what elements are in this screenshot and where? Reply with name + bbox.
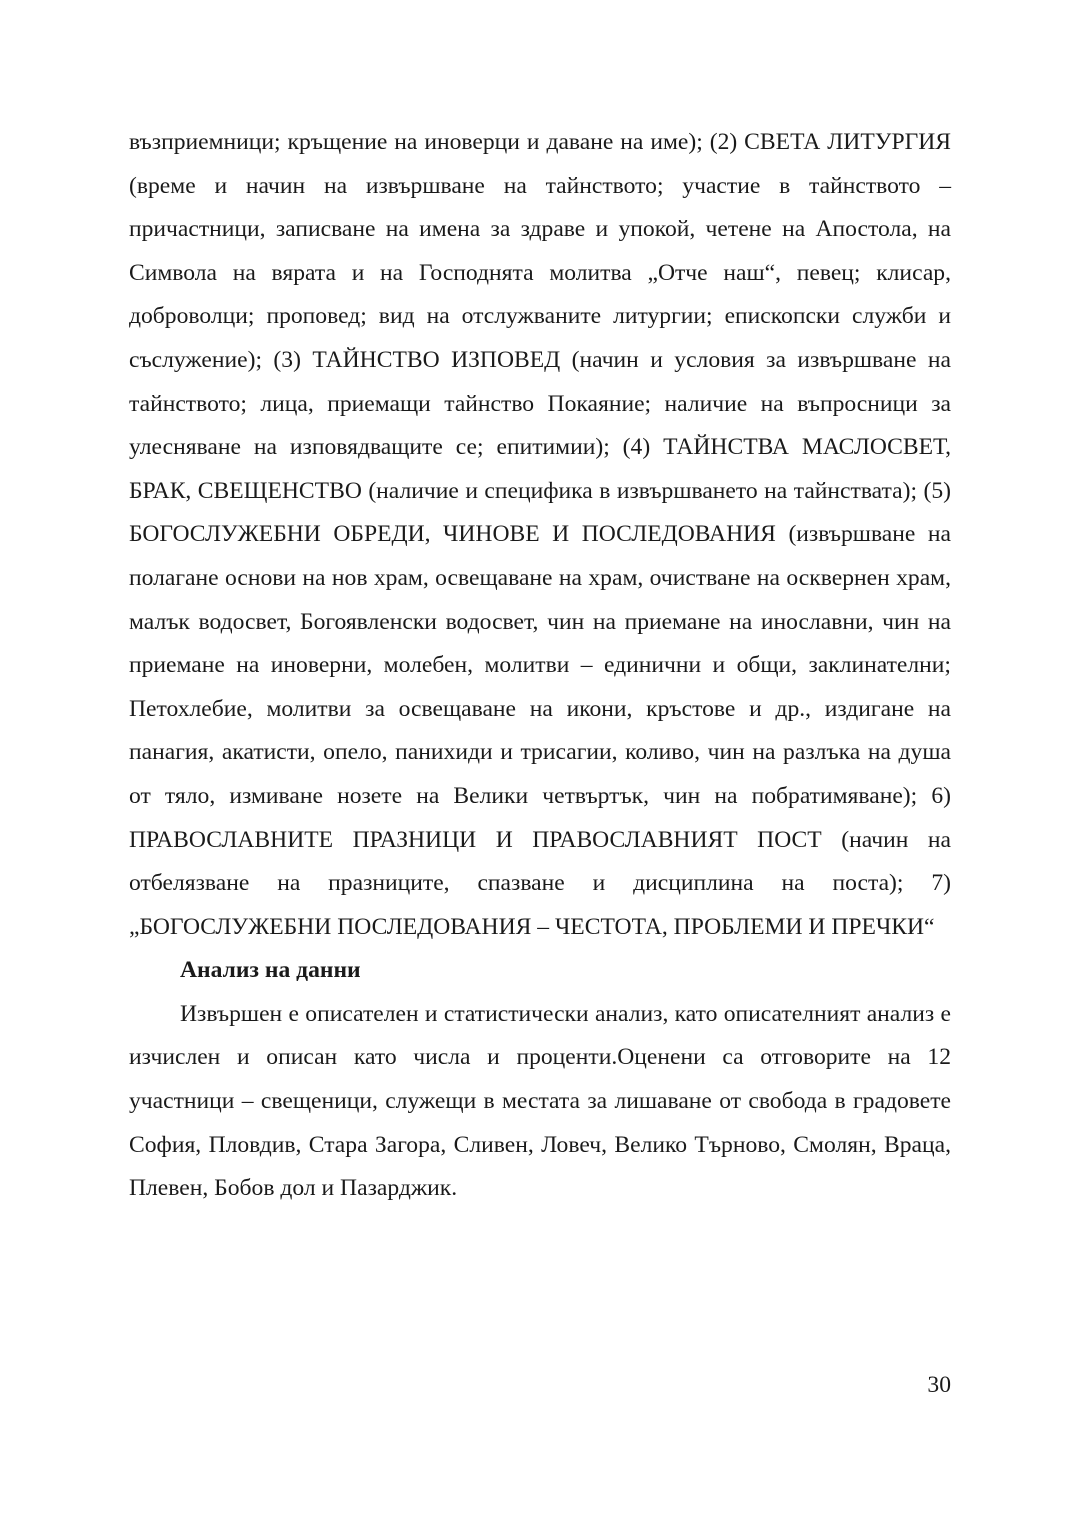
page-number: 30 bbox=[927, 1372, 951, 1398]
paragraph-data-analysis: Извършен е описателен и статистически анализ, като описателният анализ е изчислен и описан като числа и проценти.Оценени са отговорите на 12 участници – свещеници, служещи в местата за лишаване от свобода в градовете София, Пловдив, Стара Загора, Сливен, Ловеч, Велико Търново, Смолян, Враца, Плевен, Бобов дол и Пазарджик. bbox=[129, 1000, 951, 1202]
section-heading: Анализ на данни bbox=[180, 957, 361, 984]
paragraph-questionnaire-sections: възприемници; кръщение на иноверци и даване на име); (2) СВЕТА ЛИТУРГИЯ (време и начин на извършване на тайнството; участие в тайнството – причастници, записване на имена за здраве и упокой, четене на Апостола, на Символа на вярата и на Господнята молитва „Отче наш“, певец; клисар, доброволци; проповед; вид на отслужваните литургии; епископски служби и съслужение); (3) ТАЙНСТВО ИЗПОВЕД (начин и условия за извършване на тайнството; лица, приемащи тайнство Покаяние; наличие на въпросници за улесняване на изповядващите се; епитимии); (4) ТАЙНСТВА МАСЛОСВЕТ, БРАК, СВЕЩЕНСТВО (наличие и специфика в извършването на тайнствата); (5) БОГОСЛУЖЕБНИ ОБРЕДИ, ЧИНОВЕ И ПОСЛЕДОВАНИЯ (извършване на полагане основи на нов храм, освещаване на храм, очистване на осквернен храм, малък водосвет, Богоявленски водосвет, чин на приемане на инославни, чин на приемане на иноверни, молебен, молитви – единични и общи, заклинателни; Петохлебие, молитви за освещаване на икони, кръстове и др., издигане на панагия, акатисти, опело, панихиди и трисагии, коливо, чин на разлъка на душа от тяло, измиване нозете на Велики четвъртък, чин на побратимяване); 6) ПРАВОСЛАВНИТЕ ПРАЗНИЦИ И ПРАВОСЛАВНИЯТ ПОСТ (начин на отбелязване на празниците, спазване и дисциплина на поста); 7) „БОГОСЛУЖЕБНИ ПОСЛЕДОВАНИЯ – ЧЕСТОТА, ПРОБЛЕМИ И ПРЕЧКИ“ bbox=[129, 129, 951, 940]
body-text bbox=[129, 121, 951, 1211]
